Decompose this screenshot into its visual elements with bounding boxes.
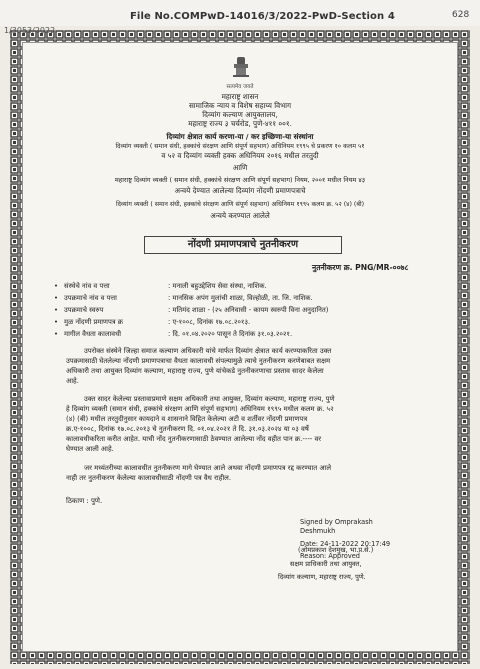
- detail-row: • संस्थेचे नांव व पत्ता : मनाली बहुउद्देशिय सेवा संस्था, नाशिक.: [54, 282, 267, 290]
- signatory-designation: सक्षम प्राधिकारी तथा आयुक्त,: [290, 560, 362, 568]
- emblem-motto: सत्यमेव जयते: [226, 84, 254, 90]
- digital-signature-line-1: Signed by Omprakash: [300, 518, 373, 526]
- header-line-2: सामाजिक न्याय व विशेष सहाय्य विभाग: [188, 101, 292, 110]
- digital-signature-date: Date: 24-11-2022 20:17:49: [300, 540, 391, 548]
- digital-signature-reason: Reason: Approved: [300, 552, 360, 560]
- bullet-icon: •: [54, 306, 59, 314]
- detail-row: • उपक्रमाचे नांव व पत्ता : मानसिक अपंग मुलांची शाळा, विल्होळी, ता. जि. नाशिक.: [54, 294, 313, 302]
- certificate-title: नोंदणी प्रमाणपत्राचे नुतनीकरण: [144, 236, 342, 254]
- bullet-icon: •: [54, 318, 59, 326]
- paragraph-2: उक्त सादर केलेल्या प्रस्तावाप्रमाणे सक्षम अधिकारी तथा आयुक्त, दिव्यांग कल्याण, महाराष्ट्र राज्य, पुणे हे दिव्यांग व्यक्ती (समान संधी, हक्कांचे संरक्षण आणि संपूर्ण सहभाग) अधिनियम १९९५ मधील कलम क्र. ५२ (४) (बी) मधील तरतुदीनुसार कायदाने व शासनाने विहित केलेल्या अटी व शर्तीवर नोंदणी प्रमाणपत्र क्र.ए-१००८, दिनांक १७.०८.२०१३ चे नुतनीकरण दि. ०१.०४.२०२१ ते दि. ३१.०३.२०२४ या ०३ वर्षे कालावधीकरिता करीत आहेत. याची नोंद नुतनीकरणासाठी ठेवण्यात आलेल्या नोंद वहीत पान क्र.---- वर घेण्यात आली आहे.: [66, 395, 335, 453]
- header-line-5: दिव्यांग क्षेत्रात कार्य करणा-या / कर इच्छिणा-या संस्थांना: [166, 132, 314, 141]
- header-line-1: महाराष्ट्र शासन: [221, 92, 259, 101]
- bullet-icon: •: [54, 282, 59, 290]
- renewal-number: नुतनीकरण क्र. PNG/MR-००७८: [312, 263, 409, 272]
- signatory-office: दिव्यांग कल्याण, महाराष्ट्र राज्य, पुणे.: [278, 573, 366, 581]
- detail-row: • मागील वैधता कालावधी : दि. ०१.०४.२०२० पासून ते दिनांक ३१.०३.२०२१.: [54, 330, 293, 338]
- detail-row: • उपक्रमाचे स्वरुप : मतिमंद शाळा - (२५ अनिवासी - कायम स्वरुपी विना अनुदानित): [54, 306, 329, 314]
- header-line-3: दिव्यांग कल्याण आयुक्तालय,: [202, 110, 278, 119]
- header-line-8: आणि: [232, 163, 248, 172]
- header-line-7: व ५२ व दिव्यांग व्यक्ती हक्क अधिनियम २०१६ मधील तरतुदी: [161, 151, 319, 160]
- signatory-name: (ओमप्रकाश देशमुख, भा.प्र.से.): [298, 546, 374, 554]
- header-line-9: महाराष्ट्र दिव्यांग व्यक्ती ( समान संधी, हक्कांचे संरक्षण आणि संपूर्ण सहभाग) नियम, २००१ मधील नियम ४३: [114, 176, 366, 184]
- page-number: 628: [452, 10, 470, 20]
- header-line-10: अन्वये देण्यात आलेल्या दिव्यांग नोंदणी प्रमाणपत्राचे: [174, 186, 306, 195]
- detail-row: • मुळ नोंदणी प्रमाणपत्र क्र : ए-१००८, दिनांक १७.०८.२०१३.: [54, 318, 251, 326]
- header-line-12: अन्वये करण्यात आलेले: [210, 211, 270, 220]
- header-line-4: महाराष्ट्र राज्य ३ चर्चरोड, पुणे-४११ ००१.: [188, 119, 292, 128]
- bullet-icon: •: [54, 294, 59, 302]
- paragraph-3: जर मध्यंतरीच्या कालावधीत नुतनीकरण मागे घेण्यात आले अथवा नोंदणी प्रमाणपत्र रद्द करण्यात आले नाही तर नुतनीकरण केलेल्या कालावधीसाठी नोंदणी पत्र वैध राहील.: [66, 464, 332, 482]
- bullet-icon: •: [54, 330, 59, 338]
- header-line-11: दिव्यांग व्यक्ती ( समान संधी, हक्कांचे संरक्षण आणि संपूर्ण सहभाग) अधिनियम १९९५ कलम क्र. ५२ (४) (बी): [115, 201, 365, 208]
- header-line-6: दिव्यांग व्यक्ती ( समान संधी, हक्कांचे संरक्षण आणि संपूर्ण सहभाग) अधिनियम १९९५ चे प्रकरण १० कलम ५१: [115, 143, 365, 150]
- paragraph-1: उपरोक्त संस्थेने जिल्हा समाज कल्याण अधिकारी यांचे मार्फत दिव्यांग क्षेत्रात कार्य करण्याकरिता उक्त उपक्रमासाठी घेतलेल्या नोंदणी प्रमाणपत्राचा वैधता कालावधी संपल्यामुळे त्याचे नुतनीकरण करणेबाबत सक्षम अधिकारी तथा आयुक्त दिव्यांग कल्याण, महाराष्ट्र राज्य, पुणे यांचेकडे नुतनीकरणाचा प्रस्ताव सादर केलेला आहे.: [66, 347, 332, 385]
- corner-number: 1/3053/2022: [4, 26, 56, 35]
- place: ठिकाण : पुणे.: [66, 497, 103, 505]
- digital-signature-line-2: Deshmukh: [300, 527, 336, 535]
- state-emblem-icon: [230, 55, 252, 79]
- file-number: File No.COMPwD-14016/3/2022-PwD-Section 4: [130, 11, 395, 22]
